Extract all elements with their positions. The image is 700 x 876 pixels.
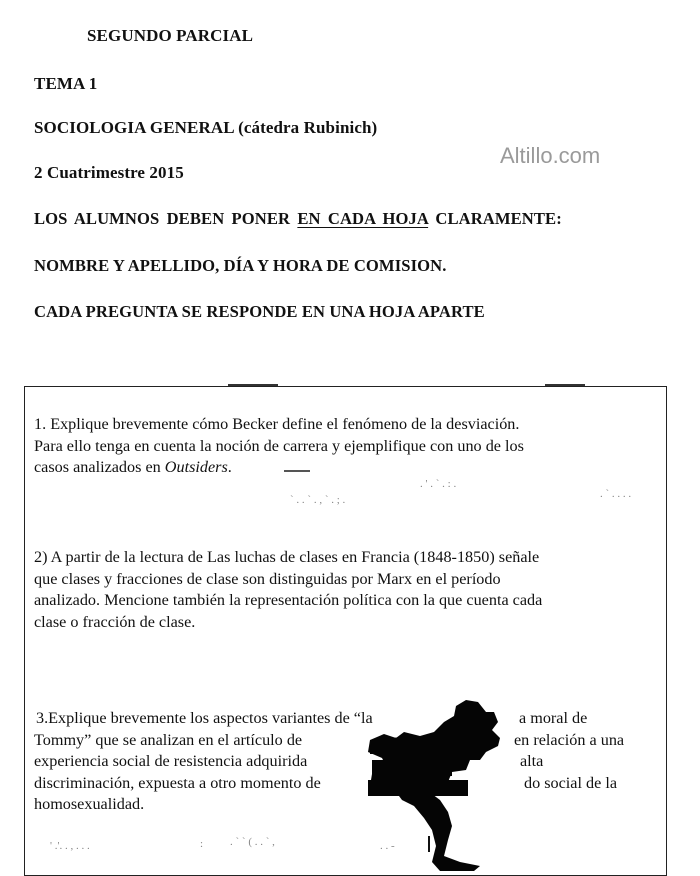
- faint-handwriting-mark: . . -: [380, 840, 395, 852]
- redaction-patch: [372, 760, 452, 776]
- question-3-line-2-start: Tommy” que se analizan en el artículo de: [34, 730, 303, 749]
- instruction-line-1-start: LOS ALUMNOS DEBEN PONER: [34, 209, 298, 228]
- question-3-line-4-end: do social de la: [524, 773, 618, 792]
- question-2: 2) A partir de la lectura de Las luchas de clases en Francia (1848-1850) señale que clases y fracciones de clase son distinguidas por Marx en el período analizado. Mencione también la representación política con la que cuenta cada clase o fracción de clase.: [34, 548, 543, 631]
- question-3-line-2-end: en relación a una: [514, 730, 625, 749]
- exam-topic: TEMA 1: [34, 74, 98, 93]
- faint-handwriting-mark: . ' . ` . : .: [420, 478, 457, 490]
- faint-handwriting-mark: . ` . . . .: [600, 488, 632, 500]
- question-1-book-title: Outsiders: [164, 458, 228, 476]
- question-3-line-3-start: experiencia social de resistencia adquirida: [34, 752, 308, 770]
- pen-stroke: [428, 836, 430, 852]
- question-3-line-1-start: 3.Explique brevemente los aspectos variantes de “la: [36, 709, 373, 727]
- redaction-patch: [370, 742, 392, 754]
- instruction-line-2: NOMBRE Y APELLIDO, DÍA Y HORA DE COMISION.: [34, 256, 447, 275]
- watermark-text: Altillo.com: [500, 143, 601, 168]
- faint-handwriting-mark: ` . . ` . , ` . ; .: [290, 494, 346, 506]
- faint-handwriting-mark: ' .'. . , . . .: [50, 840, 90, 852]
- instruction-line-3: CADA PREGUNTA SE RESPONDE EN UNA HOJA APARTE: [34, 302, 485, 321]
- course-name: SOCIOLOGIA GENERAL (cátedra Rubinich): [34, 118, 378, 137]
- question-1-period: .: [227, 458, 232, 476]
- instruction-line-1-underlined: EN CADA HOJA: [297, 209, 429, 228]
- question-3-line-4-start: discriminación, expuesta a otro momento de: [34, 773, 321, 792]
- question-3-line-5-text: homosexualidad.: [34, 795, 145, 813]
- redaction-patch: [368, 780, 468, 796]
- question-3-line-3-end: alta: [520, 752, 544, 770]
- question-3-line-1-end: a moral de: [519, 709, 588, 727]
- faint-handwriting-mark: :: [200, 838, 204, 850]
- exam-term: 2 Cuatrimestre 2015: [34, 163, 184, 182]
- exam-title: SEGUNDO PARCIAL: [87, 26, 254, 45]
- instruction-line-1-end: CLARAMENTE:: [428, 209, 562, 228]
- question-1-text: 1. Explique brevemente cómo Becker define el fenómeno de la desviación. Para ello tenga en cuenta la noción de carrera y ejemplifique con uno de los casos analizados en: [34, 415, 524, 476]
- faint-handwriting-mark: . ` ` ( . . ` ,: [230, 836, 275, 848]
